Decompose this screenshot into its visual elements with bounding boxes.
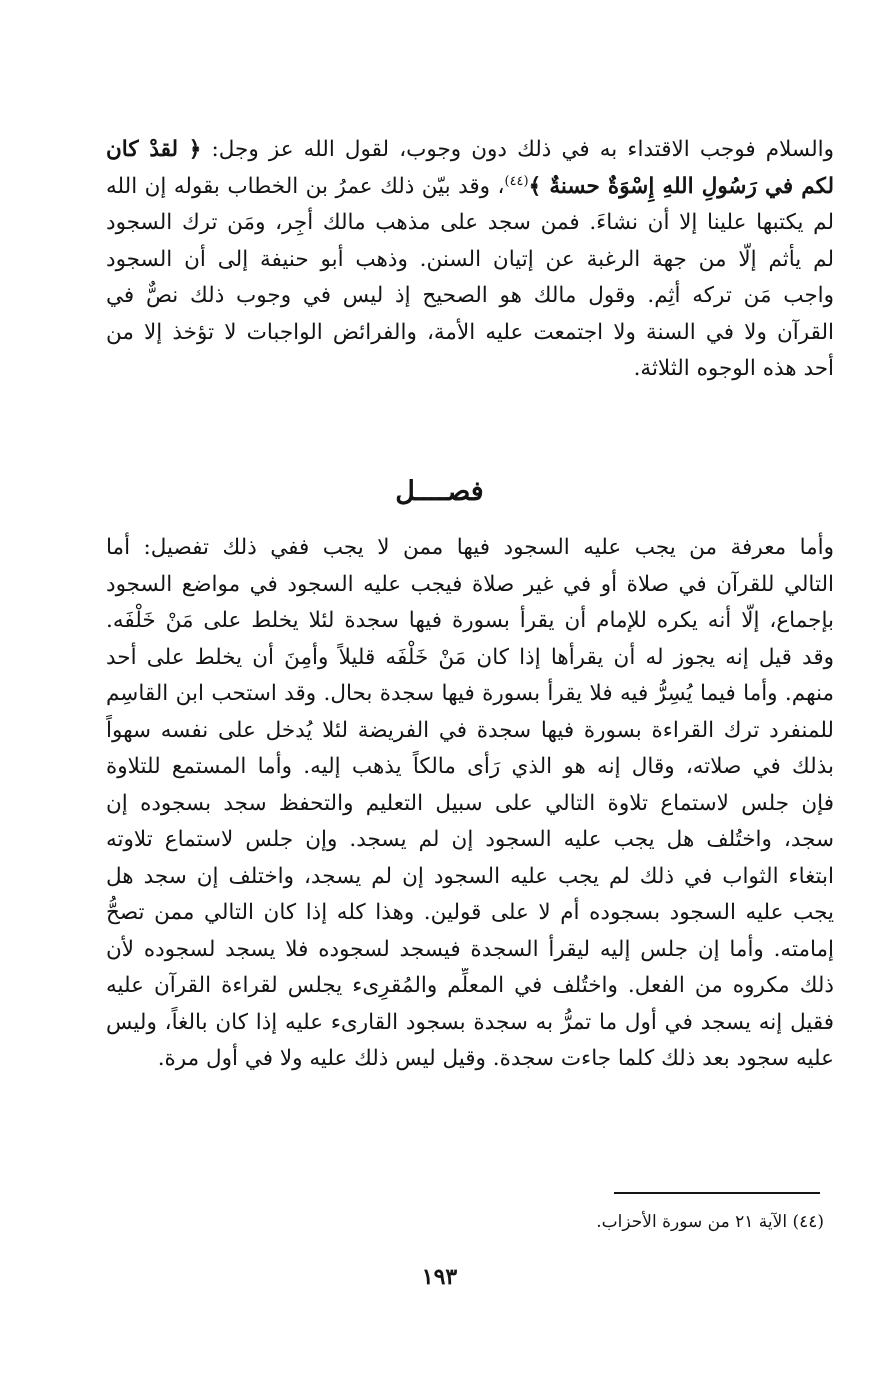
paragraph-1-line-6: القرآن ولا في السنة ولا اجتمعت عليه الأمة، والفرائض الواجبات لا تؤخذ إلا من	[106, 319, 834, 345]
paragraph-2-line: للمنفرد ترك القراءة بسورة فيها سجدة في الفريضة لئلا يُدخل على نفسه سهواً	[106, 717, 834, 743]
line-text: ، وقد بيّن ذلك عمرُ بن الخطاب بقوله إن الله	[106, 173, 505, 199]
paragraph-1-line-2	[106, 169, 834, 206]
paragraph-2-line: ابتغاء الثواب في ذلك لم يجب عليه السجود إن لم يسجد، واختلف إن سجد هل	[106, 863, 834, 889]
footnote: (٤٤) الآية ٢١ من سورة الأحزاب.	[596, 1212, 824, 1232]
paragraph-2	[106, 530, 834, 1078]
paragraph-2-line: إمامته. وأما إن جلس إليه ليقرأ السجدة فيسجد لسجوده فلا يسجد لسجوده لأن	[106, 936, 834, 962]
paragraph-2-line: وأما معرفة من يجب عليه السجود فيها ممن لا يجب ففي ذلك تفصيل: أما	[106, 535, 834, 560]
paragraph-2-line: بإجماع، إلّا أنه يكره للإمام أن يقرأ بسورة فيها سجدة لئلا يخلط على مَنْ خَلْفَه.	[106, 608, 834, 633]
paragraph-1-line-3: لم يكتبها علينا إلا أن نشاءَ. فمن سجد على مذهب مالك أجِر، ومَن ترك السجود	[106, 210, 834, 235]
paragraph-1-line-4: لم يأثم إلّا من جهة الرغبة عن إتيان السنن. وذهب أبو حنيفة إلى أن السجود	[106, 246, 834, 272]
footnote-reference: (٤٤)	[504, 173, 529, 189]
paragraph-2-line: سجد، واختُلف هل يجب عليه السجود إن لم يسجد. وإن جلس لاستماع تلاوته	[106, 827, 834, 852]
paragraph-2-line: التالي للقرآن في صلاة أو في غير صلاة فيجب عليه السجود في مواضع السجود	[106, 571, 834, 597]
footnote-divider	[614, 1192, 820, 1194]
quran-quote: ﴿ لقدْ كان	[106, 137, 202, 162]
paragraph-2-line: منهم. وأما فيما يُسِرُّ فيه فلا يقرأ بسورة فيها سجدة بحال. وقد استحب ابن القاسِم	[106, 681, 834, 706]
paragraph-1	[106, 132, 834, 388]
paragraph-1-line-1	[106, 132, 834, 169]
paragraph-2-line: عليه سجود بعد ذلك كلما جاءت سجدة. وقيل ليس ذلك عليه ولا في أول مرة.	[157, 1046, 834, 1071]
paragraph-1-line-7: أحد هذه الوجوه الثلاثة.	[633, 356, 834, 381]
section-heading: فصــــل	[395, 476, 484, 507]
quran-quote: لكم في رَسُولِ اللهِ إِسْوَةٌ حسنةٌ ﴾	[528, 173, 834, 199]
line-text: والسلام فوجب الاقتداء به في ذلك دون وجوب، لقول الله عز وجل:	[201, 137, 834, 162]
paragraph-2-line: يجب عليه السجود بسجوده أم لا على قولين. وهذا كله إذا كان التالي ممن تصحُّ	[106, 900, 834, 925]
paragraph-2-line: فقيل إنه يسجد في أول ما تمرُّ به سجدة بسجود القارىء عليه إذا كان بالغاً، وليس	[106, 1009, 834, 1035]
paragraph-2-line: وقد قيل إنه يجوز له أن يقرأها إذا كان مَنْ خَلْفَه قليلاً وأمِنَ أن يخلط على أحد	[106, 644, 834, 670]
page-number: ١٩٣	[421, 1264, 458, 1290]
paragraph-2-line: ذلك مكروه من الفعل. واختُلف في المعلِّم والمُقرِىء يجلس لقراءة القرآن عليه	[106, 973, 834, 998]
paragraph-2-line: فإن جلس لاستماع تلاوة التالي على سبيل التعليم والتحفظ سجد بسجوده إن	[106, 790, 834, 816]
paragraph-1-line-5: واجب مَن تركه أثِم. وقول مالك هو الصحيح إذ ليس في وجوب ذلك نصٌّ في	[106, 283, 834, 308]
paragraph-2-line: بذلك في صلاته، وقال إنه هو الذي رَأى مالكاً يذهب إليه. وأما المستمع للتلاوة	[106, 754, 834, 779]
